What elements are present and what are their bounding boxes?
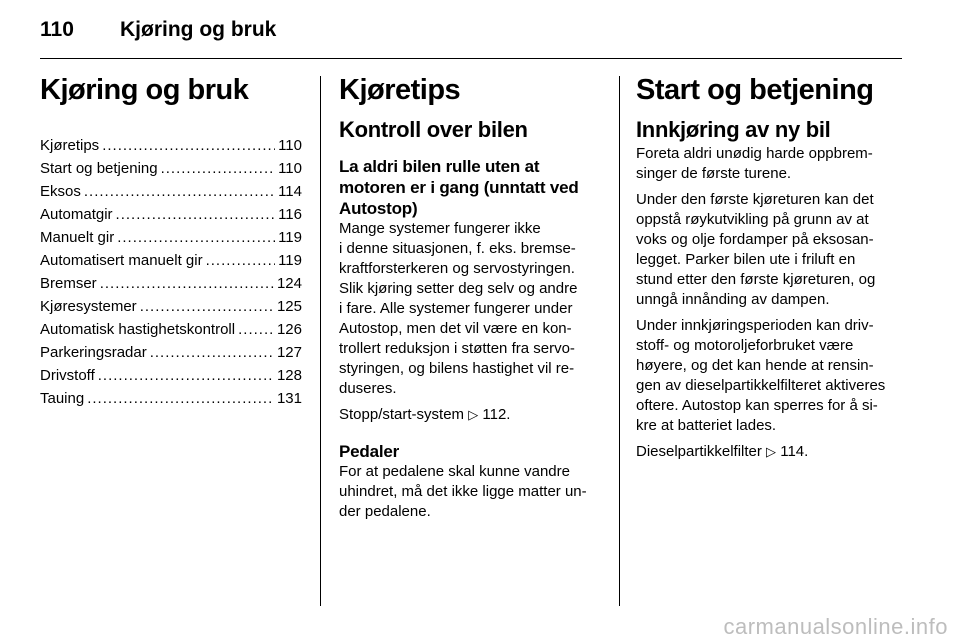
toc-entry[interactable] [40,387,302,410]
xref-text: Stopp/start-system [339,406,465,423]
toc-leader-dots [238,318,274,341]
paragraph-rolling [339,219,603,399]
toc-entry[interactable] [40,157,302,180]
toc-entry-page: 110 [278,137,302,154]
toc-entry[interactable] [40,318,302,341]
header-rule [40,58,902,59]
text-line: i fare. Alle systemer fungerer under [339,300,573,317]
page-header [40,18,900,48]
text-line: høyere, og det kan hende at rensin- [636,357,874,374]
toc-entry-label: Eksos [40,183,81,200]
chapter-heading: Kjøring og bruk [40,74,249,106]
driving-tips-column [339,70,603,522]
toc-entry[interactable] [40,180,302,203]
toc-entry-page: 128 [276,367,302,384]
title-line: La aldri bilen rulle uten at [339,157,540,176]
toc-entry-page: 116 [278,206,302,223]
topic-title-pedals: Pedaler [339,442,400,461]
text-line: der pedalene. [339,503,431,520]
topic-title-rolling [339,156,603,219]
text-line: unngå innånding av dampen. [636,291,830,308]
toc-entry-label: Kjøresystemer [40,298,137,315]
paragraph-braking [636,144,904,184]
toc-entry-label: Tauing [40,390,85,407]
toc-entry-page: 126 [276,321,302,338]
toc-leader-dots [206,249,276,272]
text-line: legget. Parker bilen ute i friluft en [636,251,856,268]
text-line: i denne situasjonen, f. eks. bremse- [339,240,576,257]
text-line: For at pedalene skal kunne vandre [339,463,570,480]
text-line: voks og olje fordamper på eksosan- [636,231,874,248]
toc-entry[interactable] [40,295,302,318]
toc-entry-label: Automatgir [40,206,113,223]
paragraph-smoke [636,190,904,310]
toc-entry-label: Parkeringsradar [40,344,147,361]
page-reference-arrow-icon: ▷ [468,407,479,422]
text-line: gen av dieselpartikkelfilteret aktiveres [636,377,886,394]
toc-entry-page: 125 [276,298,302,315]
toc-entry-label: Automatisk hastighetskontroll [40,321,236,338]
text-line: Slik kjøring setter deg selv og andre [339,280,578,297]
text-line: Under den første kjøreturen kan det [636,191,874,208]
toc-leader-dots [84,180,275,203]
toc-entry[interactable] [40,249,302,272]
toc-entry-label: Kjøretips [40,137,100,154]
xref-text: Dieselpartikkelfilter [636,443,762,460]
toc-entry[interactable] [40,341,302,364]
text-line: kraftforsterkeren og servostyringen. [339,260,575,277]
toc-leader-dots [98,364,274,387]
toc-entry-page: 131 [276,390,302,407]
toc-leader-dots [117,226,275,249]
text-line: singer de første turene. [636,165,792,182]
toc-leader-dots [150,341,274,364]
text-line: trollert reduksjon i støtten fra servo- [339,340,575,357]
toc-entry-page: 119 [278,229,302,246]
toc-leader-dots [87,387,274,410]
page-number: 110 [40,18,74,41]
text-line: duseres. [339,380,397,397]
toc-entry-page: 124 [276,275,302,292]
toc-leader-dots [100,272,274,295]
text-line: oftere. Autostop kan sperres for å si- [636,397,878,414]
toc-entry-page: 119 [278,252,302,269]
column-divider-1 [320,76,321,606]
paragraph-consumption [636,316,904,436]
text-line: Under innkjøringsperioden kan driv- [636,317,874,334]
toc-entry-label: Bremser [40,275,97,292]
subheading-vehicle-control: Kontroll over bilen [339,117,528,142]
toc-entry[interactable] [40,364,302,387]
toc-entry[interactable] [40,272,302,295]
toc-leader-dots [116,203,276,226]
cross-reference-stop-start[interactable] [339,405,603,425]
text-line: uhindret, må det ikke ligge matter un- [339,483,587,500]
running-title: Kjøring og bruk [120,18,277,41]
chapter-contents-column [40,70,302,410]
start-operation-column [636,70,904,462]
subheading-running-in: Innkjøring av ny bil [636,117,831,142]
toc-entry-page: 127 [276,344,302,361]
xref-page: 114. [780,443,809,460]
toc-entry-page: 114 [278,183,302,200]
paragraph-pedals [339,462,603,522]
toc-leader-dots [161,157,275,180]
title-line: motoren er i gang (unntatt ved [339,178,579,197]
section-heading-driving-tips: Kjøretips [339,74,461,106]
xref-page: 112. [482,406,511,423]
column-divider-2 [619,76,620,606]
text-line: Autostop, men det vil være en kon- [339,320,572,337]
text-line: kre at batteriet lades. [636,417,777,434]
section-heading-start-operation: Start og betjening [636,74,874,106]
toc-entry-label: Automatisert manuelt gir [40,252,203,269]
toc-entry-label: Manuelt gir [40,229,115,246]
text-line: oppstå røykutvikling på grunn av at [636,211,869,228]
text-line: styringen, og bilens hastighet vil re- [339,360,575,377]
cross-reference-diesel-filter[interactable] [636,442,904,462]
text-line: Foreta aldri unødig harde oppbrem- [636,145,873,162]
text-line: stoff- og motoroljeforbruket være [636,337,854,354]
toc-entry-label: Drivstoff [40,367,95,384]
page-reference-arrow-icon: ▷ [766,444,777,459]
toc-entry[interactable] [40,226,302,249]
text-line: stund etter den første kjøreturen, og [636,271,876,288]
toc-entry[interactable] [40,134,302,157]
toc-leader-dots [102,134,275,157]
title-line: Autostop) [339,199,418,218]
site-watermark: carmanualsonline.info [723,614,948,639]
table-of-contents [40,134,302,410]
toc-leader-dots [140,295,274,318]
text-line: Mange systemer fungerer ikke [339,220,541,237]
toc-entry-label: Start og betjening [40,160,158,177]
toc-entry[interactable] [40,203,302,226]
toc-entry-page: 110 [278,160,302,177]
